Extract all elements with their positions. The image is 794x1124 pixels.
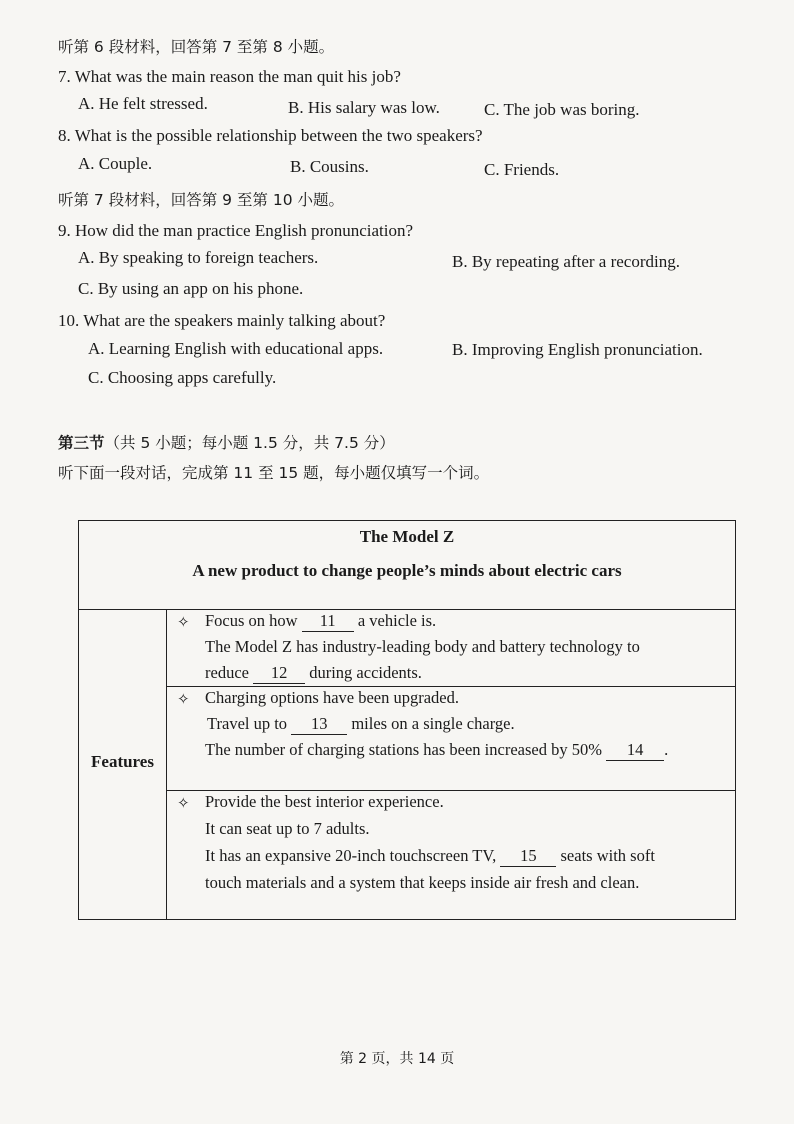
table-title: The Model Z (359, 527, 455, 546)
blank-15: 15 (500, 846, 556, 867)
cell1-line3-post: during accidents. (309, 663, 422, 682)
blank-14: 14 (606, 740, 664, 761)
bullet-diamond-icon: ✧ (177, 796, 190, 812)
question-7-option-a: A. He felt stressed. (78, 94, 208, 113)
question-8-stem: 8. What is the possible relationship between the two speakers? (58, 126, 483, 145)
page-footer: 第 2 页，共 14 页 (339, 1051, 455, 1067)
cell2-line2-post: miles on a single charge. (351, 714, 515, 733)
section-6-header: 听第 6 段材料，回答第 7 至第 8 小题。 (58, 38, 335, 56)
bullet-diamond-icon: ✧ (177, 692, 190, 708)
question-7-option-b: B. His salary was low. (288, 98, 440, 117)
question-9-stem: 9. How did the man practice English pronunciation? (58, 221, 414, 240)
question-9-option-c: C. By using an app on his phone. (78, 279, 304, 298)
part-3-heading (58, 432, 395, 454)
part-3-note: （共 5 小题；每小题 1.5 分，共 7.5 分） (104, 434, 395, 452)
bullet-diamond-icon: ✧ (177, 615, 190, 631)
question-8-option-a: A. Couple. (78, 154, 153, 173)
cell3-line3-post: seats with soft (560, 846, 655, 865)
cell3-line1: Provide the best interior experience. (205, 792, 444, 811)
cell1-line1 (205, 611, 436, 632)
cell2-line3-pre: The number of charging stations has been increased by 50% (205, 740, 602, 759)
cell2-line1: Charging options have been upgraded. (205, 688, 460, 707)
cell1-line3 (205, 663, 422, 684)
cell2-line2-pre: Travel up to (207, 714, 288, 733)
features-column (79, 609, 167, 919)
cell2-line3-post: . (664, 740, 669, 759)
question-10-option-b: B. Improving English pronunciation. (452, 340, 703, 359)
question-10-option-c: C. Choosing apps carefully. (88, 368, 277, 387)
cell3-line3-pre: It has an expansive 20-inch touchscreen TV, (205, 846, 497, 865)
cell3-line3 (205, 846, 655, 867)
cell1-line3-pre: reduce (205, 663, 249, 682)
part-3-title: 第三节 (58, 434, 105, 452)
model-z-table (78, 520, 736, 920)
feature-cell-interior (167, 790, 735, 919)
question-9-option-a: A. By speaking to foreign teachers. (78, 248, 319, 267)
blank-13: 13 (291, 714, 347, 735)
cell1-line2: The Model Z has industry-leading body and battery technology to (205, 637, 640, 656)
question-8-option-c: C. Friends. (484, 160, 560, 179)
features-label: Features (91, 752, 154, 771)
blank-12: 12 (253, 663, 305, 684)
cell3-line4: touch materials and a system that keeps inside air fresh and clean. (205, 873, 640, 892)
table-subtitle: A new product to change people’s minds about electric cars (192, 561, 622, 580)
section-7-header: 听第 7 段材料，回答第 9 至第 10 小题。 (58, 191, 345, 209)
part-3-instruction: 听下面一段对话，完成第 11 至 15 题，每小题仅填写一个词。 (58, 464, 490, 482)
cell1-line1-pre: Focus on how (205, 611, 298, 630)
cell2-line3 (205, 740, 668, 761)
question-10-option-a: A. Learning English with educational apps. (88, 339, 384, 358)
cell2-line2 (207, 714, 515, 735)
feature-cell-charging (167, 686, 735, 791)
question-8-option-b: B. Cousins. (290, 157, 369, 176)
question-9-option-b: B. By repeating after a recording. (452, 252, 680, 271)
question-10-stem: 10. What are the speakers mainly talking about? (58, 311, 386, 330)
feature-cell-safety (167, 609, 735, 687)
question-7-option-c: C. The job was boring. (484, 100, 640, 119)
cell3-line2: It can seat up to 7 adults. (205, 819, 370, 838)
cell1-line1-post: a vehicle is. (357, 611, 437, 630)
question-7-stem: 7. What was the main reason the man quit his job? (58, 67, 401, 86)
table-header (79, 521, 735, 610)
blank-11: 11 (302, 611, 354, 632)
